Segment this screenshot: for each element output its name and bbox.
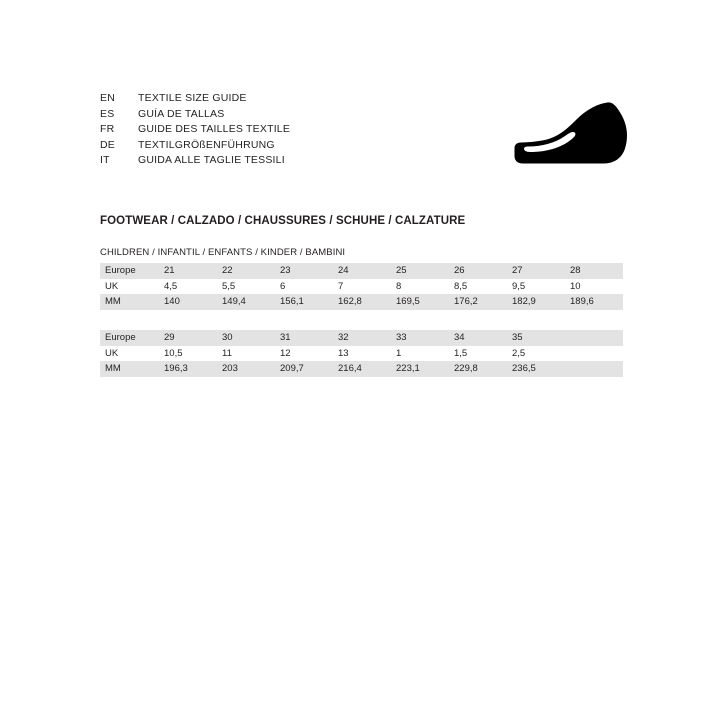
language-row-en	[100, 92, 290, 108]
cell: 29	[159, 330, 217, 346]
cell: 8	[396, 280, 402, 292]
cell: 12	[280, 347, 291, 359]
language-label: GUÍA DE TALLAS	[138, 107, 225, 120]
cell	[565, 361, 623, 377]
language-label: TEXTILGRÖßENFÜHRUNG	[138, 138, 275, 151]
size-table-children-1	[100, 263, 623, 310]
group-title: CHILDREN / INFANTIL / ENFANTS / KINDER / BAMBINI	[100, 247, 346, 258]
cell: 24	[333, 263, 391, 279]
cell: 32	[333, 330, 391, 346]
cell: 1,5	[454, 347, 468, 359]
cell: 6	[280, 280, 286, 292]
cell	[565, 346, 623, 362]
cell: 5,5	[222, 280, 236, 292]
cell: 176,2	[449, 294, 507, 310]
cell: 34	[449, 330, 507, 346]
row-label: MM	[100, 361, 159, 377]
row-label: UK	[105, 347, 119, 359]
cell: 140	[159, 294, 217, 310]
cell: 2,5	[512, 347, 526, 359]
cell: 236,5	[507, 361, 565, 377]
cell	[565, 330, 623, 346]
cell: 169,5	[391, 294, 449, 310]
table-row	[100, 330, 623, 346]
cell: 8,5	[454, 280, 468, 292]
language-label: GUIDE DES TAILLES TEXTILE	[138, 123, 291, 136]
cell: 189,6	[565, 294, 623, 310]
shoe-icon	[512, 100, 630, 168]
table-row	[100, 361, 623, 377]
language-code: IT	[100, 154, 110, 167]
cell: 22	[217, 263, 275, 279]
language-row-de	[100, 139, 290, 155]
language-code: EN	[100, 92, 115, 104]
cell: 30	[217, 330, 275, 346]
row-label: MM	[100, 294, 159, 310]
cell: 229,8	[449, 361, 507, 377]
language-code: ES	[100, 107, 115, 120]
cell: 203	[217, 361, 275, 377]
cell: 162,8	[333, 294, 391, 310]
row-label: Europe	[100, 263, 159, 279]
table-row	[100, 346, 623, 362]
cell: 4,5	[164, 280, 178, 292]
cell: 209,7	[275, 361, 333, 377]
cell: 33	[391, 330, 449, 346]
language-row-it	[100, 154, 290, 170]
language-code: FR	[100, 123, 115, 136]
row-label: Europe	[100, 330, 159, 346]
cell: 7	[338, 280, 344, 292]
row-label: UK	[105, 280, 119, 292]
cell: 216,4	[333, 361, 391, 377]
cell: 149,4	[217, 294, 275, 310]
language-row-es	[100, 108, 290, 124]
cell: 21	[159, 263, 217, 279]
cell: 11	[222, 347, 232, 359]
table-row	[100, 294, 623, 310]
cell: 25	[391, 263, 449, 279]
cell: 156,1	[275, 294, 333, 310]
cell: 10,5	[164, 347, 183, 359]
cell: 23	[275, 263, 333, 279]
table-row	[100, 263, 623, 279]
cell: 35	[507, 330, 565, 346]
language-label: TEXTILE SIZE GUIDE	[138, 92, 247, 104]
language-list	[100, 92, 290, 170]
cell: 9,5	[512, 280, 526, 292]
cell: 196,3	[159, 361, 217, 377]
cell: 26	[449, 263, 507, 279]
cell: 1	[396, 347, 402, 359]
size-table-children-2	[100, 330, 623, 377]
cell: 182,9	[507, 294, 565, 310]
language-label: GUIDA ALLE TAGLIE TESSILI	[138, 154, 285, 167]
cell: 31	[275, 330, 333, 346]
cell: 28	[565, 263, 623, 279]
cell: 27	[507, 263, 565, 279]
section-title: FOOTWEAR / CALZADO / CHAUSSURES / SCHUHE / CALZATURE	[100, 215, 466, 227]
cell: 13	[338, 347, 349, 359]
table-row	[100, 279, 623, 295]
cell: 223,1	[391, 361, 449, 377]
language-code: DE	[100, 138, 115, 151]
cell: 10	[570, 280, 581, 292]
language-row-fr	[100, 123, 290, 139]
